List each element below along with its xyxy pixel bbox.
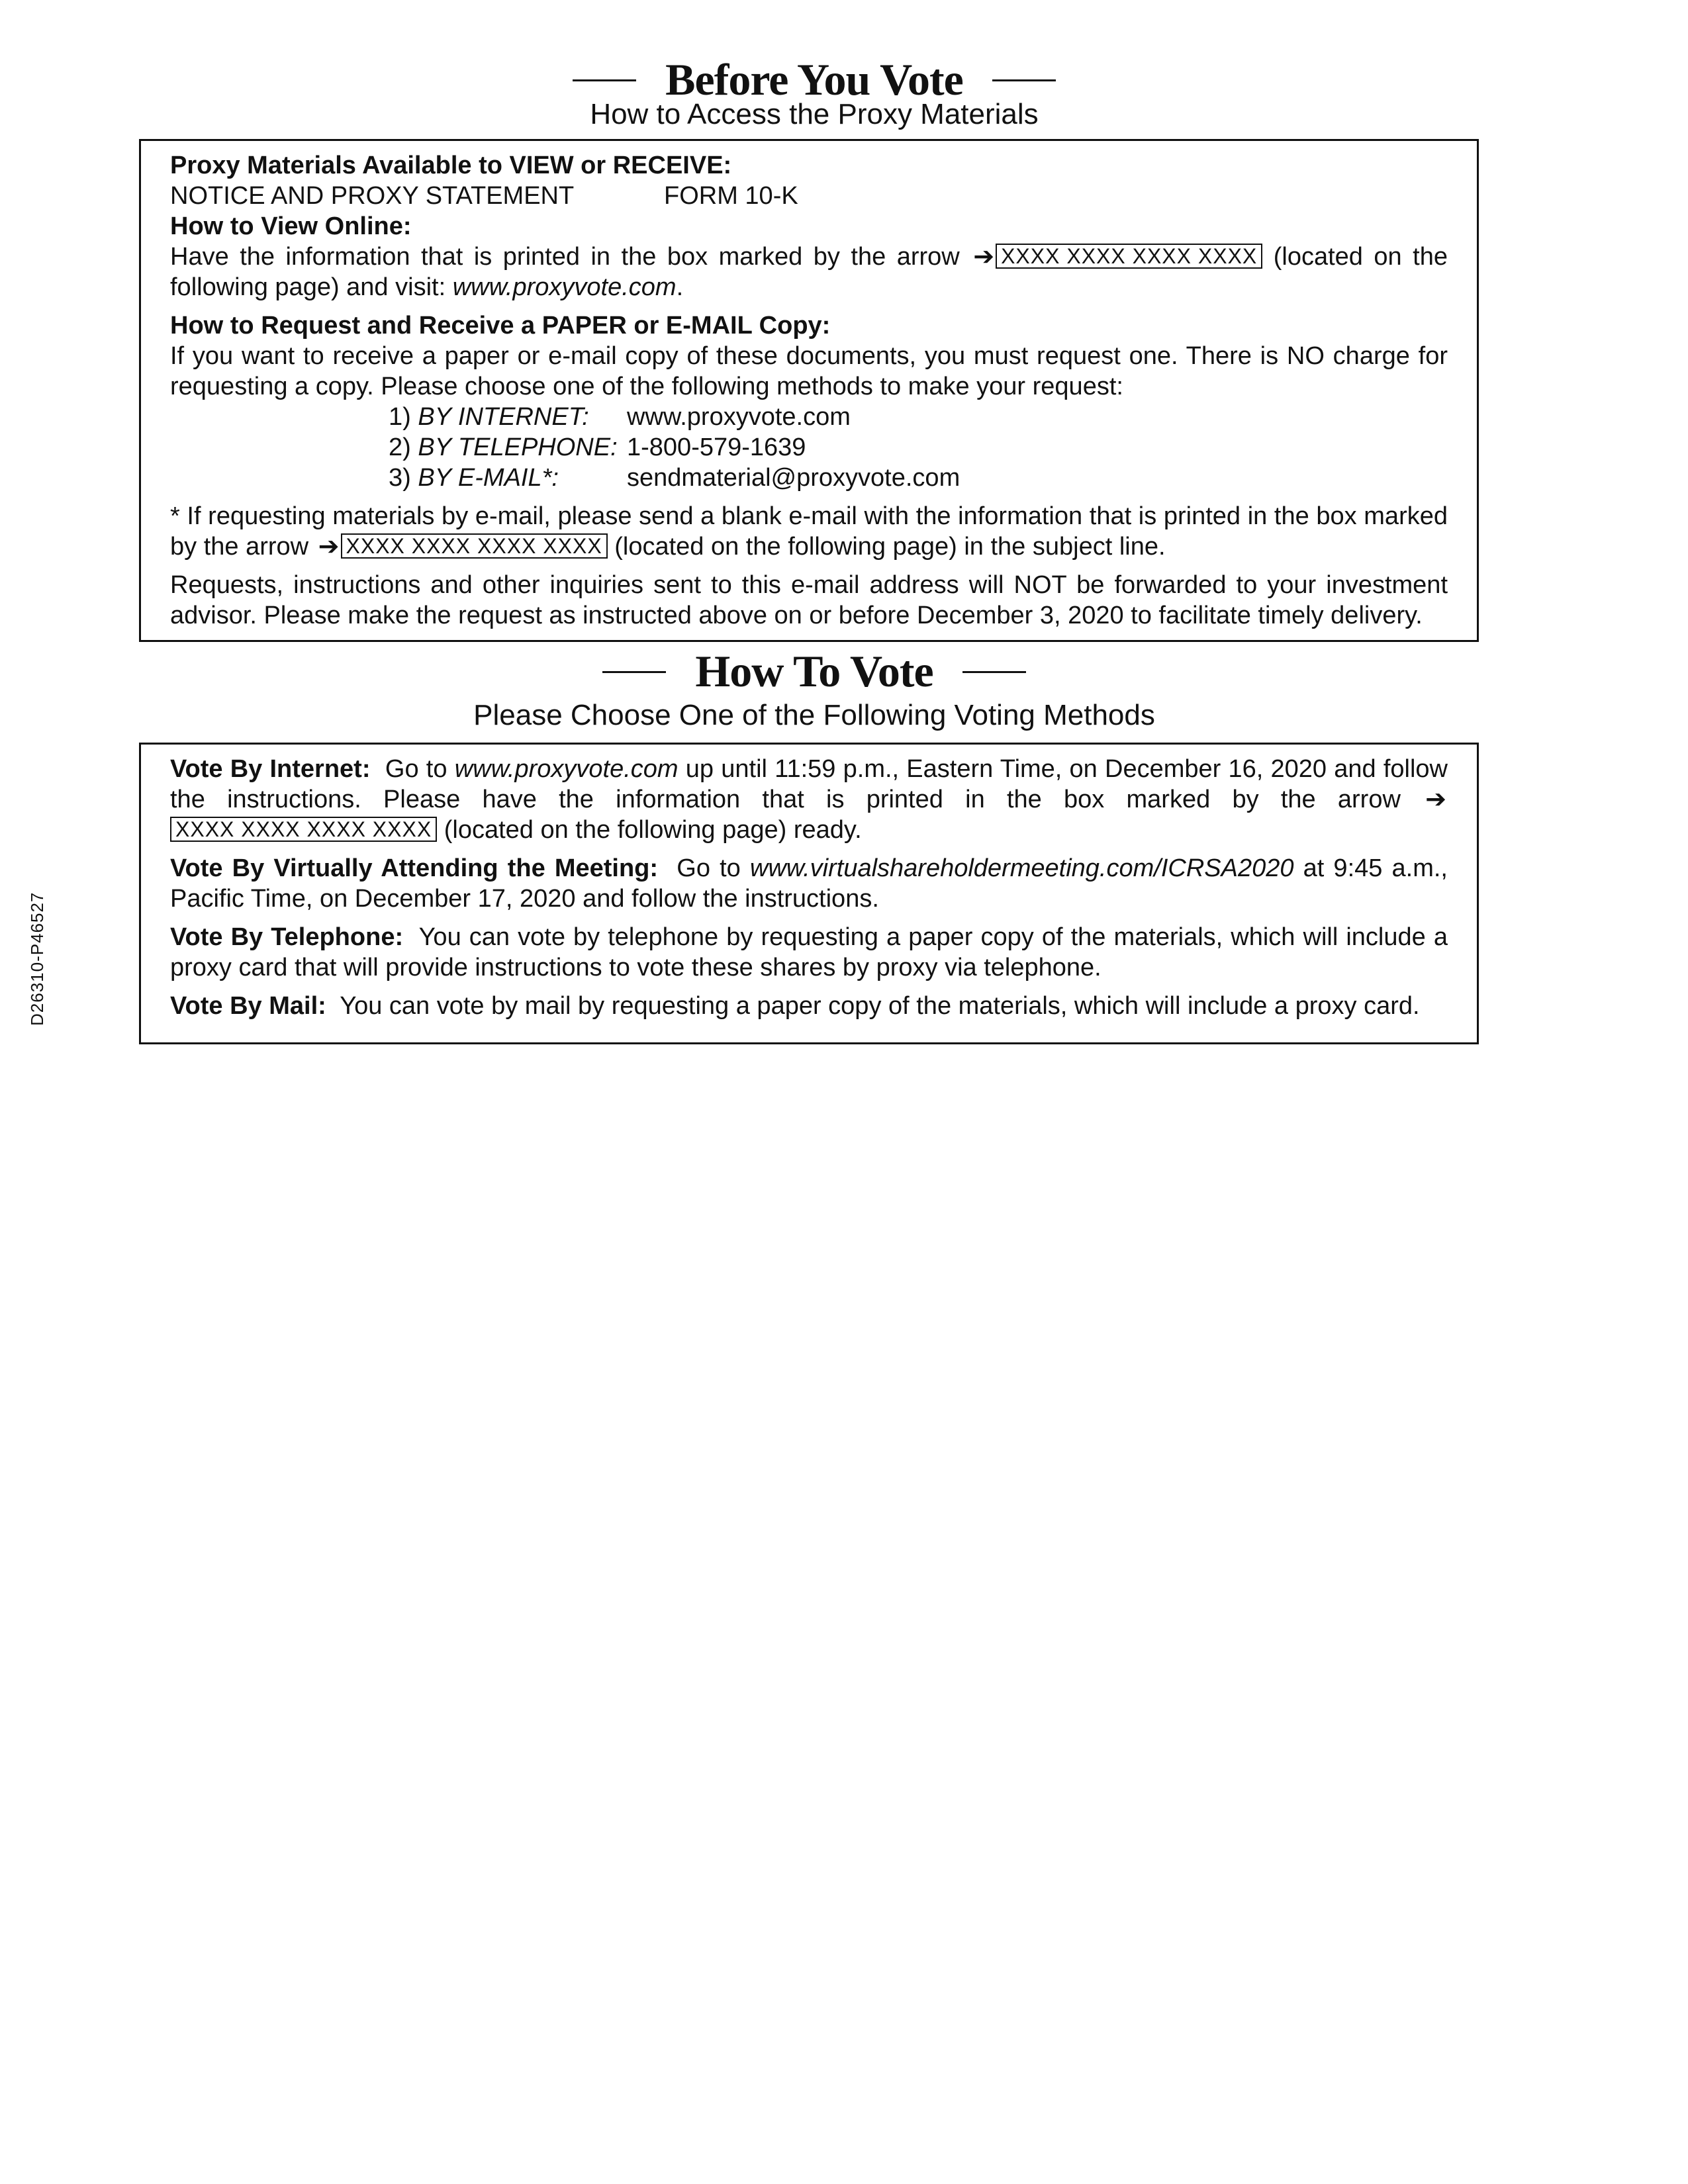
asterisk-note-part1: * If requesting materials by e-mail, please send a blank e-mail with the information that is printed in the box marked by the arrow [170,502,1448,561]
documents-row [170,181,1448,211]
method-label: BY TELEPHONE: [418,433,618,461]
before-title: Before You Vote [665,54,963,105]
method-label: BY INTERNET: [418,403,589,431]
arrow-icon: ➔ [318,533,340,561]
control-number-box: XXXX XXXX XXXX XXXX [341,533,608,559]
control-number-box: XXXX XXXX XXXX XXXX [996,244,1262,269]
vote-internet-text3: (located on the following page) ready. [444,816,862,844]
vote-mail-text: You can vote by mail by requesting a paper copy of the materials, which will include a proxy card. [340,992,1420,1020]
forward-note: Requests, instructions and other inquiries sent to this e-mail address will NOT be forwarded to your investment advisor. Please make the request as instructed above on or before December 3, 2020 to facilitate timely delivery. [170,571,1448,629]
vote-virtual [170,853,1448,914]
method-num: 3) [389,464,411,492]
asterisk-note-part2: (located on the following page) in the subject line. [614,533,1166,561]
heading-rule-right [992,79,1056,81]
vote-internet-label: Vote By Internet: [170,755,371,783]
available-heading: Proxy Materials Available to VIEW or RECEIVE: [170,152,732,179]
how-to-vote-heading [0,645,1628,698]
vote-mail [170,991,1448,1021]
arrow-icon: ➔ [973,243,995,271]
vote-telephone [170,922,1448,983]
method-email [389,463,1448,493]
view-online-text [170,242,1448,302]
control-number-box: XXXX XXXX XXXX XXXX [170,817,437,842]
doc-notice: NOTICE AND PROXY STATEMENT [170,182,575,210]
vote-mail-label: Vote By Mail: [170,992,326,1020]
proxyvote-link[interactable]: www.proxyvote.com [452,273,677,301]
proxy-materials-box [139,139,1479,642]
vote-internet-link[interactable]: www.proxyvote.com [454,755,679,783]
request-text: If you want to receive a paper or e-mail copy of these documents, you must request one. There is NO charge for requesting a copy. Please choose one of the following methods to make your request: [170,342,1448,400]
vote-telephone-text: You can vote by telephone by requesting a paper copy of the materials, which will include a proxy card that will provide instructions to vote these shares by proxy via telephone. [170,923,1448,981]
vote-internet [170,754,1448,845]
method-internet [389,402,1448,432]
doc-form: FORM 10-K [664,182,798,210]
vote-internet-text1: Go to [385,755,447,783]
document-id-code: D26310-P46527 [27,891,47,1026]
vote-internet-text2: up until 11:59 p.m., Eastern Time, on December 16, 2020 and follow the instructions. Please have the information that is printed in the box marked by the arrow [170,755,1448,813]
arrow-icon: ➔ [1425,786,1447,813]
vote-virtual-link[interactable]: www.virtualshareholdermeeting.com/ICRSA2020 [749,854,1294,882]
vote-virtual-label: Vote By Virtually Attending the Meeting: [170,854,659,882]
vote-virtual-text2: at 9:45 a.m., Pacific Time, on December 17, 2020 and follow the instructions. [170,854,1448,913]
view-online-heading: How to View Online: [170,212,412,240]
method-value[interactable]: www.proxyvote.com [627,403,851,431]
heading-rule-right [962,671,1026,673]
view-text-part1: Have the information that is printed in the box marked by the arrow [170,243,960,271]
before-subtitle: How to Access the Proxy Materials [590,98,1039,130]
view-text-end: . [676,273,684,301]
request-heading: How to Request and Receive a PAPER or E-MAIL Copy: [170,312,831,340]
vote-telephone-label: Vote By Telephone: [170,923,404,951]
heading-rule-left [573,79,636,81]
view-text-part2: (located on the following page) and visit: [170,243,1448,301]
heading-rule-left [602,671,666,673]
vote-virtual-text1: Go to [677,854,741,882]
request-methods-list [389,402,1448,493]
voting-methods-box [139,743,1479,1044]
email-asterisk-note [170,501,1448,562]
howto-subtitle: Please Choose One of the Following Voting Methods [473,699,1155,731]
method-value[interactable]: sendmaterial@proxyvote.com [627,464,961,492]
method-num: 1) [389,403,411,431]
method-label: BY E-MAIL*: [418,464,559,492]
method-num: 2) [389,433,411,461]
method-value[interactable]: 1-800-579-1639 [627,433,806,461]
method-telephone [389,432,1448,463]
howto-title: How To Vote [695,646,933,696]
